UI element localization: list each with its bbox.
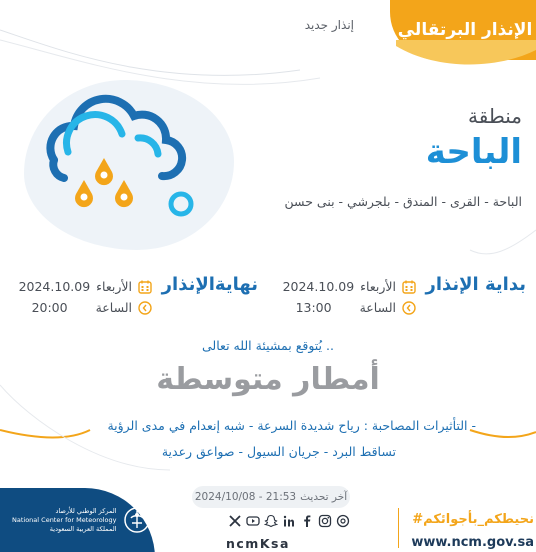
alert-end-block [162, 274, 258, 295]
calendar-icon [402, 280, 416, 294]
alert-end-time [32, 300, 152, 315]
ncm-emblem-icon [123, 506, 151, 534]
org-country: المملكة العربية السعودية [49, 524, 117, 533]
social-handle[interactable]: ncmKsa [226, 536, 290, 551]
alert-level-label: الإنذار البرتقالي [397, 20, 533, 40]
forecast-intro: يُتوقع بمشيئة الله تعالى .. [202, 338, 334, 353]
org-name-ar: المركز الوطني للأرصاد [55, 506, 117, 515]
start-date-value: 2024.10.09 [282, 279, 355, 294]
threads-icon[interactable] [336, 514, 350, 528]
social-links [228, 514, 350, 528]
end-day: الأربعاء [96, 279, 132, 294]
alert-end-title: نهايةالإنذار [161, 274, 258, 295]
start-day: الأربعاء [360, 279, 396, 294]
snapchat-icon[interactable] [264, 514, 278, 528]
youtube-icon[interactable] [246, 514, 260, 528]
last-updated-pill [192, 486, 350, 508]
forecast-phenomenon: أمطار متوسطة [156, 362, 380, 397]
badge-arc-decoration [396, 40, 536, 70]
alert-status: إنذار جديد [304, 18, 354, 32]
org-name-block [12, 507, 117, 534]
last-updated-value: 2024/10/08 - 21:53 [194, 491, 297, 503]
clock-icon [402, 301, 416, 315]
end-time-value: 20:00 [31, 300, 68, 315]
start-time-label: الساعة [359, 300, 396, 315]
rain-cloud-icon [34, 94, 204, 224]
forecast-effects-line1: التأثيرات المصاحبة : رياح شديدة السرعة - شبه إنعدام في مدى الرؤية - [107, 418, 476, 433]
linkedin-icon[interactable] [282, 514, 296, 528]
last-updated-label: آخر تحديث [300, 491, 348, 503]
website-link[interactable]: www.ncm.gov.sa [411, 535, 534, 550]
end-date-value: 2024.10.09 [18, 279, 91, 294]
region-prefix: منطقة [468, 104, 522, 128]
x-icon[interactable] [228, 514, 242, 528]
facebook-icon[interactable] [300, 514, 314, 528]
alert-start-time [296, 300, 416, 315]
alert-start-title: بداية الإنذار [425, 274, 526, 295]
region-name: الباحة [425, 132, 522, 172]
alert-start-block [425, 274, 526, 295]
clock-icon [138, 301, 152, 315]
alert-end-date [19, 279, 152, 294]
forecast-effects-line2: تساقط البرد - جريان السيول - صواعق رعدية [161, 444, 396, 459]
alert-start-date [283, 279, 416, 294]
calendar-icon [138, 280, 152, 294]
org-logo [12, 506, 151, 534]
end-time-label: الساعة [95, 300, 132, 315]
org-name-en: National Center for Meteorology [12, 515, 117, 524]
region-areas: الباحة - القرى - المندق - بلجرشي - بنى حسن [284, 194, 522, 209]
footer-divider [398, 508, 399, 548]
start-time-value: 13:00 [295, 300, 332, 315]
instagram-icon[interactable] [318, 514, 332, 528]
campaign-hashtag: #نحيطكم_بأجوائكم [412, 512, 534, 527]
